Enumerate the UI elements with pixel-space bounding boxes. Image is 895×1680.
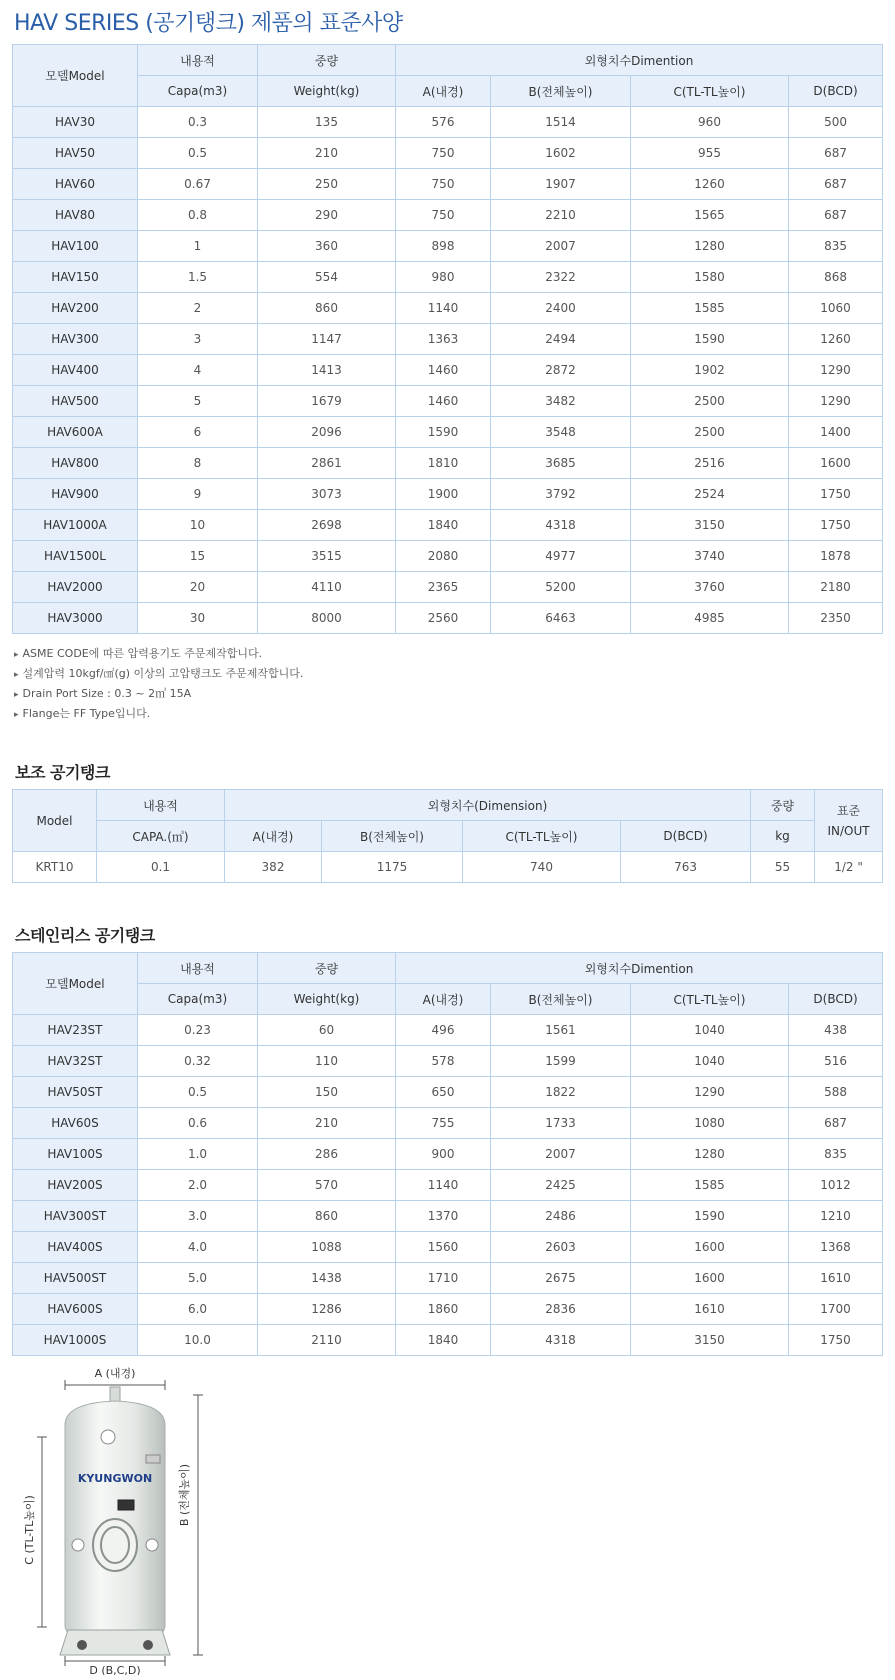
table-row bbox=[13, 107, 883, 138]
value-cell: 1585 bbox=[631, 1170, 789, 1201]
value-cell: 576 bbox=[396, 107, 491, 138]
value-cell: 4977 bbox=[491, 541, 631, 572]
value-cell: 1140 bbox=[396, 1170, 491, 1201]
value-cell: 980 bbox=[396, 262, 491, 293]
value-cell: 210 bbox=[258, 1108, 396, 1139]
value-cell: 2080 bbox=[396, 541, 491, 572]
value-cell: 110 bbox=[258, 1046, 396, 1077]
model-cell: HAV200S bbox=[13, 1170, 138, 1201]
value-cell: 5 bbox=[138, 386, 258, 417]
value-cell: 1679 bbox=[258, 386, 396, 417]
value-cell: 2322 bbox=[491, 262, 631, 293]
value-cell: 516 bbox=[789, 1046, 883, 1077]
value-cell: 1514 bbox=[491, 107, 631, 138]
ss-header-dimension: 외형치수Dimention bbox=[396, 953, 883, 984]
value-cell: 960 bbox=[631, 107, 789, 138]
model-cell: HAV600A bbox=[13, 417, 138, 448]
table-row bbox=[13, 1294, 883, 1325]
model-cell: HAV80 bbox=[13, 200, 138, 231]
value-cell: 1290 bbox=[631, 1077, 789, 1108]
value-cell: 898 bbox=[396, 231, 491, 262]
table-row bbox=[13, 1015, 883, 1046]
table-row bbox=[13, 541, 883, 572]
value-cell: 2524 bbox=[631, 479, 789, 510]
value-cell: 3740 bbox=[631, 541, 789, 572]
model-cell: HAV32ST bbox=[13, 1046, 138, 1077]
value-cell: 2486 bbox=[491, 1201, 631, 1232]
value-cell: 1590 bbox=[396, 417, 491, 448]
value-cell: 1260 bbox=[631, 169, 789, 200]
aux-header-c: C(TL-TL높이) bbox=[463, 821, 621, 852]
value-cell: 2365 bbox=[396, 572, 491, 603]
note-item: ▸ Flange는 FF Type입니다. bbox=[14, 704, 303, 724]
model-cell: HAV100S bbox=[13, 1139, 138, 1170]
ss-header-capa-unit: Capa(m3) bbox=[138, 984, 258, 1015]
header-capa-unit: Capa(m3) bbox=[138, 76, 258, 107]
value-cell: 763 bbox=[621, 852, 751, 883]
note-item: ▸ 설계압력 10kgf/㎠(g) 이상의 고압탱크도 주문제작합니다. bbox=[14, 664, 303, 684]
table-row bbox=[13, 1139, 883, 1170]
value-cell: 1286 bbox=[258, 1294, 396, 1325]
table-row bbox=[13, 852, 883, 883]
value-cell: 4 bbox=[138, 355, 258, 386]
value-cell: 6463 bbox=[491, 603, 631, 634]
value-cell: 3073 bbox=[258, 479, 396, 510]
value-cell: 835 bbox=[789, 231, 883, 262]
aux-header-inout: 표준 IN/OUT bbox=[815, 790, 883, 852]
value-cell: 687 bbox=[789, 200, 883, 231]
value-cell: 1733 bbox=[491, 1108, 631, 1139]
model-cell: HAV50ST bbox=[13, 1077, 138, 1108]
tank-illustration bbox=[60, 1387, 170, 1655]
value-cell: 2836 bbox=[491, 1294, 631, 1325]
model-cell: HAV150 bbox=[13, 262, 138, 293]
value-cell: 4.0 bbox=[138, 1232, 258, 1263]
value-cell: 1080 bbox=[631, 1108, 789, 1139]
value-cell: 1600 bbox=[631, 1263, 789, 1294]
table-row bbox=[13, 324, 883, 355]
tank-dimension-diagram bbox=[20, 1365, 230, 1675]
model-cell: HAV600S bbox=[13, 1294, 138, 1325]
value-cell: 3685 bbox=[491, 448, 631, 479]
value-cell: 20 bbox=[138, 572, 258, 603]
value-cell: 835 bbox=[789, 1139, 883, 1170]
value-cell: 3792 bbox=[491, 479, 631, 510]
table-row bbox=[13, 1263, 883, 1294]
value-cell: 210 bbox=[258, 138, 396, 169]
ss-header-d: D(BCD) bbox=[789, 984, 883, 1015]
value-cell: 1822 bbox=[491, 1077, 631, 1108]
value-cell: 2096 bbox=[258, 417, 396, 448]
value-cell: 687 bbox=[789, 1108, 883, 1139]
value-cell: 3515 bbox=[258, 541, 396, 572]
aux-header-model: Model bbox=[13, 790, 97, 852]
table-row bbox=[13, 1170, 883, 1201]
value-cell: 3150 bbox=[631, 510, 789, 541]
value-cell: 1280 bbox=[631, 1139, 789, 1170]
value-cell: 1413 bbox=[258, 355, 396, 386]
value-cell: 1438 bbox=[258, 1263, 396, 1294]
model-cell: HAV23ST bbox=[13, 1015, 138, 1046]
value-cell: 2516 bbox=[631, 448, 789, 479]
table-row bbox=[13, 262, 883, 293]
table-row bbox=[13, 1201, 883, 1232]
value-cell: 1750 bbox=[789, 1325, 883, 1356]
aux-section-title: 보조 공기탱크 bbox=[15, 763, 110, 782]
table-row bbox=[13, 417, 883, 448]
value-cell: 9 bbox=[138, 479, 258, 510]
table-row bbox=[13, 355, 883, 386]
value-cell: 1012 bbox=[789, 1170, 883, 1201]
value-cell: 60 bbox=[258, 1015, 396, 1046]
value-cell: 1363 bbox=[396, 324, 491, 355]
value-cell: 10.0 bbox=[138, 1325, 258, 1356]
value-cell: 2861 bbox=[258, 448, 396, 479]
value-cell: 1400 bbox=[789, 417, 883, 448]
value-cell: 1/2 " bbox=[815, 852, 883, 883]
value-cell: 1602 bbox=[491, 138, 631, 169]
page-title: HAV SERIES (공기탱크) 제품의 표준사양 bbox=[14, 11, 403, 36]
value-cell: 8000 bbox=[258, 603, 396, 634]
value-cell: 0.6 bbox=[138, 1108, 258, 1139]
value-cell: 755 bbox=[396, 1108, 491, 1139]
value-cell: 6.0 bbox=[138, 1294, 258, 1325]
value-cell: 2603 bbox=[491, 1232, 631, 1263]
value-cell: 4110 bbox=[258, 572, 396, 603]
value-cell: 2500 bbox=[631, 417, 789, 448]
header-dimension: 외형치수Dimention bbox=[396, 45, 883, 76]
model-cell: HAV500 bbox=[13, 386, 138, 417]
value-cell: 1840 bbox=[396, 510, 491, 541]
model-cell: HAV60 bbox=[13, 169, 138, 200]
value-cell: 1460 bbox=[396, 355, 491, 386]
value-cell: 1147 bbox=[258, 324, 396, 355]
hav-spec-table bbox=[12, 44, 883, 634]
value-cell: 1140 bbox=[396, 293, 491, 324]
model-cell: HAV1000A bbox=[13, 510, 138, 541]
aux-header-dimension: 외형치수(Dimension) bbox=[225, 790, 751, 821]
table-row bbox=[13, 448, 883, 479]
value-cell: 1060 bbox=[789, 293, 883, 324]
header-d: D(BCD) bbox=[789, 76, 883, 107]
value-cell: 0.67 bbox=[138, 169, 258, 200]
value-cell: 3 bbox=[138, 324, 258, 355]
value-cell: 588 bbox=[789, 1077, 883, 1108]
table-row bbox=[13, 138, 883, 169]
value-cell: 4985 bbox=[631, 603, 789, 634]
model-cell: HAV100 bbox=[13, 231, 138, 262]
model-cell: HAV300ST bbox=[13, 1201, 138, 1232]
value-cell: 0.1 bbox=[97, 852, 225, 883]
value-cell: 1040 bbox=[631, 1015, 789, 1046]
value-cell: 5200 bbox=[491, 572, 631, 603]
dimension-b-line bbox=[193, 1395, 203, 1655]
header-model: 모델Model bbox=[13, 45, 138, 107]
value-cell: 1565 bbox=[631, 200, 789, 231]
value-cell: 1710 bbox=[396, 1263, 491, 1294]
value-cell: 0.3 bbox=[138, 107, 258, 138]
model-cell: HAV300 bbox=[13, 324, 138, 355]
note-item: ▸ Drain Port Size : 0.3 ~ 2㎥ 15A bbox=[14, 684, 303, 704]
value-cell: 3760 bbox=[631, 572, 789, 603]
value-cell: 1280 bbox=[631, 231, 789, 262]
value-cell: 750 bbox=[396, 138, 491, 169]
value-cell: 1561 bbox=[491, 1015, 631, 1046]
model-cell: HAV800 bbox=[13, 448, 138, 479]
stainless-spec-table bbox=[12, 952, 883, 1356]
value-cell: 3548 bbox=[491, 417, 631, 448]
value-cell: 3.0 bbox=[138, 1201, 258, 1232]
model-cell: HAV1000S bbox=[13, 1325, 138, 1356]
value-cell: 740 bbox=[463, 852, 621, 883]
value-cell: 2180 bbox=[789, 572, 883, 603]
value-cell: 438 bbox=[789, 1015, 883, 1046]
value-cell: 1 bbox=[138, 231, 258, 262]
value-cell: 1088 bbox=[258, 1232, 396, 1263]
value-cell: 860 bbox=[258, 1201, 396, 1232]
value-cell: 750 bbox=[396, 200, 491, 231]
ss-header-b: B(전체높이) bbox=[491, 984, 631, 1015]
value-cell: 5.0 bbox=[138, 1263, 258, 1294]
aux-header-capa-unit: CAPA.(㎥) bbox=[97, 821, 225, 852]
value-cell: 1599 bbox=[491, 1046, 631, 1077]
value-cell: 1460 bbox=[396, 386, 491, 417]
value-cell: 55 bbox=[751, 852, 815, 883]
value-cell: 1840 bbox=[396, 1325, 491, 1356]
value-cell: 955 bbox=[631, 138, 789, 169]
table-row bbox=[13, 386, 883, 417]
value-cell: 750 bbox=[396, 169, 491, 200]
value-cell: 0.5 bbox=[138, 1077, 258, 1108]
aux-header-kg: kg bbox=[751, 821, 815, 852]
value-cell: 286 bbox=[258, 1139, 396, 1170]
dimension-c-line bbox=[37, 1437, 47, 1627]
value-cell: 0.8 bbox=[138, 200, 258, 231]
value-cell: 150 bbox=[258, 1077, 396, 1108]
value-cell: 3482 bbox=[491, 386, 631, 417]
header-a: A(내경) bbox=[396, 76, 491, 107]
value-cell: 1878 bbox=[789, 541, 883, 572]
value-cell: 1590 bbox=[631, 1201, 789, 1232]
value-cell: 360 bbox=[258, 231, 396, 262]
stainless-section-title: 스테인리스 공기탱크 bbox=[15, 926, 155, 945]
notes-list bbox=[14, 644, 303, 724]
value-cell: 687 bbox=[789, 138, 883, 169]
value-cell: 4318 bbox=[491, 1325, 631, 1356]
aux-header-b: B(전체높이) bbox=[322, 821, 463, 852]
label-d: D (B,C,D) bbox=[89, 1664, 141, 1675]
value-cell: 135 bbox=[258, 107, 396, 138]
value-cell: 6 bbox=[138, 417, 258, 448]
model-cell: HAV400S bbox=[13, 1232, 138, 1263]
label-b: B (전체높이) bbox=[178, 1463, 191, 1527]
model-cell: HAV3000 bbox=[13, 603, 138, 634]
ss-header-a: A(내경) bbox=[396, 984, 491, 1015]
value-cell: 10 bbox=[138, 510, 258, 541]
note-item: ▸ ASME CODE에 따른 압력용기도 주문제작합니다. bbox=[14, 644, 303, 664]
value-cell: 1290 bbox=[789, 386, 883, 417]
table-row bbox=[13, 1108, 883, 1139]
value-cell: 2 bbox=[138, 293, 258, 324]
value-cell: 1040 bbox=[631, 1046, 789, 1077]
value-cell: 860 bbox=[258, 293, 396, 324]
value-cell: 2007 bbox=[491, 231, 631, 262]
aux-header-a: A(내경) bbox=[225, 821, 322, 852]
table-row bbox=[13, 1046, 883, 1077]
model-cell: HAV60S bbox=[13, 1108, 138, 1139]
value-cell: 2425 bbox=[491, 1170, 631, 1201]
value-cell: 1260 bbox=[789, 324, 883, 355]
ss-header-model: 모델Model bbox=[13, 953, 138, 1015]
model-cell: HAV400 bbox=[13, 355, 138, 386]
header-b: B(전체높이) bbox=[491, 76, 631, 107]
table-row bbox=[13, 293, 883, 324]
aux-header-d: D(BCD) bbox=[621, 821, 751, 852]
value-cell: 15 bbox=[138, 541, 258, 572]
header-c: C(TL-TL높이) bbox=[631, 76, 789, 107]
value-cell: 1810 bbox=[396, 448, 491, 479]
value-cell: 4318 bbox=[491, 510, 631, 541]
value-cell: 1.0 bbox=[138, 1139, 258, 1170]
brand-label: KYUNGWON bbox=[77, 1472, 153, 1485]
value-cell: 2494 bbox=[491, 324, 631, 355]
value-cell: 1610 bbox=[789, 1263, 883, 1294]
value-cell: 290 bbox=[258, 200, 396, 231]
value-cell: 2560 bbox=[396, 603, 491, 634]
value-cell: 1600 bbox=[631, 1232, 789, 1263]
value-cell: 2350 bbox=[789, 603, 883, 634]
value-cell: 2210 bbox=[491, 200, 631, 231]
value-cell: 1907 bbox=[491, 169, 631, 200]
value-cell: 1370 bbox=[396, 1201, 491, 1232]
value-cell: 0.5 bbox=[138, 138, 258, 169]
value-cell: 2400 bbox=[491, 293, 631, 324]
table-row bbox=[13, 1232, 883, 1263]
value-cell: 8 bbox=[138, 448, 258, 479]
value-cell: 2675 bbox=[491, 1263, 631, 1294]
value-cell: 496 bbox=[396, 1015, 491, 1046]
model-cell: HAV30 bbox=[13, 107, 138, 138]
value-cell: 2698 bbox=[258, 510, 396, 541]
table-row bbox=[13, 479, 883, 510]
aux-spec-table bbox=[12, 789, 883, 883]
aux-header-capacity: 내용적 bbox=[97, 790, 225, 821]
model-cell: HAV500ST bbox=[13, 1263, 138, 1294]
value-cell: 687 bbox=[789, 169, 883, 200]
label-c: C (TL-TL높이) bbox=[23, 1495, 36, 1565]
value-cell: 1700 bbox=[789, 1294, 883, 1325]
model-cell: HAV2000 bbox=[13, 572, 138, 603]
ss-header-capacity: 내용적 bbox=[138, 953, 258, 984]
ss-header-weight-unit: Weight(kg) bbox=[258, 984, 396, 1015]
model-cell: HAV900 bbox=[13, 479, 138, 510]
value-cell: 1175 bbox=[322, 852, 463, 883]
table-row bbox=[13, 200, 883, 231]
value-cell: 1750 bbox=[789, 479, 883, 510]
model-cell: KRT10 bbox=[13, 852, 97, 883]
value-cell: 900 bbox=[396, 1139, 491, 1170]
value-cell: 2872 bbox=[491, 355, 631, 386]
value-cell: 1902 bbox=[631, 355, 789, 386]
value-cell: 0.32 bbox=[138, 1046, 258, 1077]
value-cell: 1750 bbox=[789, 510, 883, 541]
value-cell: 1585 bbox=[631, 293, 789, 324]
model-cell: HAV200 bbox=[13, 293, 138, 324]
table-row bbox=[13, 1077, 883, 1108]
table-row bbox=[13, 231, 883, 262]
value-cell: 1590 bbox=[631, 324, 789, 355]
table-row bbox=[13, 510, 883, 541]
value-cell: 1290 bbox=[789, 355, 883, 386]
value-cell: 3150 bbox=[631, 1325, 789, 1356]
label-a: A (내경) bbox=[94, 1367, 136, 1380]
value-cell: 1210 bbox=[789, 1201, 883, 1232]
header-weight-unit: Weight(kg) bbox=[258, 76, 396, 107]
value-cell: 1368 bbox=[789, 1232, 883, 1263]
value-cell: 1900 bbox=[396, 479, 491, 510]
value-cell: 554 bbox=[258, 262, 396, 293]
table-row bbox=[13, 169, 883, 200]
value-cell: 2007 bbox=[491, 1139, 631, 1170]
value-cell: 650 bbox=[396, 1077, 491, 1108]
value-cell: 500 bbox=[789, 107, 883, 138]
model-cell: HAV1500L bbox=[13, 541, 138, 572]
value-cell: 570 bbox=[258, 1170, 396, 1201]
value-cell: 1580 bbox=[631, 262, 789, 293]
value-cell: 2110 bbox=[258, 1325, 396, 1356]
ss-header-c: C(TL-TL높이) bbox=[631, 984, 789, 1015]
value-cell: 382 bbox=[225, 852, 322, 883]
table-row bbox=[13, 603, 883, 634]
table-row bbox=[13, 572, 883, 603]
value-cell: 868 bbox=[789, 262, 883, 293]
model-cell: HAV50 bbox=[13, 138, 138, 169]
header-capacity: 내용적 bbox=[138, 45, 258, 76]
value-cell: 1.5 bbox=[138, 262, 258, 293]
value-cell: 1600 bbox=[789, 448, 883, 479]
value-cell: 578 bbox=[396, 1046, 491, 1077]
value-cell: 1860 bbox=[396, 1294, 491, 1325]
header-weight: 중량 bbox=[258, 45, 396, 76]
value-cell: 30 bbox=[138, 603, 258, 634]
ss-header-weight: 중량 bbox=[258, 953, 396, 984]
value-cell: 1560 bbox=[396, 1232, 491, 1263]
table-row bbox=[13, 1325, 883, 1356]
value-cell: 1610 bbox=[631, 1294, 789, 1325]
aux-header-weight: 중량 bbox=[751, 790, 815, 821]
value-cell: 2.0 bbox=[138, 1170, 258, 1201]
value-cell: 2500 bbox=[631, 386, 789, 417]
value-cell: 250 bbox=[258, 169, 396, 200]
value-cell: 0.23 bbox=[138, 1015, 258, 1046]
